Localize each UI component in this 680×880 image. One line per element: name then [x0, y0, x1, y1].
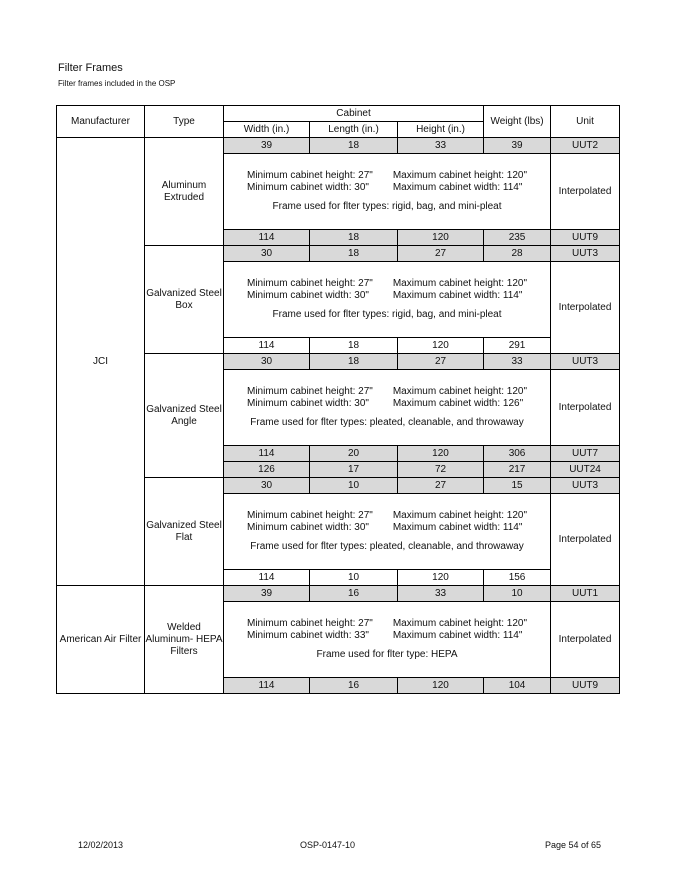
- width-cell: 39: [224, 586, 310, 602]
- min-height-note: Minimum cabinet height: 27": [247, 510, 373, 521]
- max-height-note: Maximum cabinet height: 120": [392, 618, 528, 629]
- weight-cell: 10: [484, 586, 551, 602]
- header-type: Type: [145, 106, 224, 138]
- height-cell: 72: [398, 462, 484, 478]
- min-height-note: Minimum cabinet height: 27": [247, 170, 373, 181]
- notes-cell: [224, 494, 551, 570]
- width-cell: 114: [224, 230, 310, 246]
- unit-cell: UUT3: [551, 354, 620, 370]
- length-cell: 10: [310, 478, 398, 494]
- width-cell: 114: [224, 570, 310, 586]
- max-height-note: Maximum cabinet height: 120": [392, 170, 528, 181]
- weight-cell: 217: [484, 462, 551, 478]
- max-width-note: Maximum cabinet width: 114": [392, 182, 523, 193]
- width-cell: 114: [224, 338, 310, 354]
- page-subtitle: Filter frames included in the OSP: [58, 79, 176, 88]
- weight-cell: 28: [484, 246, 551, 262]
- weight-cell: 306: [484, 446, 551, 462]
- min-width-note: Minimum cabinet width: 30": [247, 398, 369, 409]
- width-cell: 126: [224, 462, 310, 478]
- length-cell: 18: [310, 338, 398, 354]
- min-width-note: Minimum cabinet width: 30": [247, 290, 369, 301]
- height-cell: 120: [398, 678, 484, 694]
- type-cell: Galvanized Steel Angle: [145, 354, 224, 478]
- weight-cell: 33: [484, 354, 551, 370]
- height-cell: 120: [398, 446, 484, 462]
- weight-cell: 235: [484, 230, 551, 246]
- header-cabinet: Cabinet: [224, 106, 484, 122]
- footer-page-number: Page 54 of 65: [545, 840, 602, 850]
- length-cell: 10: [310, 570, 398, 586]
- notes-cell: [224, 370, 551, 446]
- length-cell: 17: [310, 462, 398, 478]
- height-cell: 27: [398, 354, 484, 370]
- unit-cell: UUT1: [551, 586, 620, 602]
- frame-used-note: Frame used for flter types: rigid, bag, and mini-pleat: [272, 201, 502, 212]
- height-cell: 27: [398, 478, 484, 494]
- length-cell: 18: [310, 246, 398, 262]
- unit-cell: UUT3: [551, 246, 620, 262]
- unit-cell: Interpolated: [551, 154, 620, 230]
- header-length: Length (in.): [310, 122, 398, 138]
- height-cell: 33: [398, 138, 484, 154]
- width-cell: 114: [224, 678, 310, 694]
- height-cell: 33: [398, 586, 484, 602]
- unit-cell: UUT2: [551, 138, 620, 154]
- height-cell: 120: [398, 230, 484, 246]
- max-width-note: Maximum cabinet width: 126": [392, 398, 524, 409]
- frame-used-note: Frame used for flter types: rigid, bag, and mini-pleat: [272, 309, 502, 320]
- table-row: [57, 586, 620, 602]
- unit-cell: Interpolated: [551, 602, 620, 678]
- max-height-note: Maximum cabinet height: 120": [392, 386, 528, 397]
- header-width: Width (in.): [224, 122, 310, 138]
- min-height-note: Minimum cabinet height: 27": [247, 618, 373, 629]
- manufacturer-cell: JCI: [57, 138, 145, 586]
- width-cell: 39: [224, 138, 310, 154]
- unit-cell: Interpolated: [551, 494, 620, 586]
- min-height-note: Minimum cabinet height: 27": [247, 278, 373, 289]
- page-title: Filter Frames: [58, 62, 123, 74]
- header-weight: Weight (lbs): [484, 106, 551, 138]
- type-cell: Aluminum Extruded: [145, 138, 224, 246]
- weight-cell: 104: [484, 678, 551, 694]
- weight-cell: 39: [484, 138, 551, 154]
- frame-used-note: Frame used for flter type: HEPA: [316, 649, 458, 660]
- header-manufacturer: Manufacturer: [57, 106, 145, 138]
- min-width-note: Minimum cabinet width: 30": [247, 522, 369, 533]
- max-width-note: Maximum cabinet width: 114": [392, 522, 523, 533]
- notes-cell: [224, 154, 551, 230]
- filter-frames-table: [56, 105, 620, 694]
- length-cell: 18: [310, 138, 398, 154]
- frame-used-note: Frame used for flter types: pleated, cleanable, and throwaway: [250, 541, 524, 552]
- unit-cell: Interpolated: [551, 370, 620, 446]
- header-unit: Unit: [551, 106, 620, 138]
- height-cell: 120: [398, 570, 484, 586]
- max-height-note: Maximum cabinet height: 120": [392, 278, 528, 289]
- header-row: [57, 106, 620, 122]
- type-cell: Galvanized Steel Box: [145, 246, 224, 354]
- notes-cell: [224, 262, 551, 338]
- unit-cell: UUT24: [551, 462, 620, 478]
- max-width-note: Maximum cabinet width: 114": [392, 290, 523, 301]
- height-cell: 27: [398, 246, 484, 262]
- min-width-note: Minimum cabinet width: 30": [247, 182, 369, 193]
- width-cell: 30: [224, 478, 310, 494]
- width-cell: 114: [224, 446, 310, 462]
- width-cell: 30: [224, 354, 310, 370]
- header-height: Height (in.): [398, 122, 484, 138]
- type-cell: Welded Aluminum- HEPA Filters: [145, 586, 224, 694]
- max-width-note: Maximum cabinet width: 114": [392, 630, 523, 641]
- min-height-note: Minimum cabinet height: 27": [247, 386, 373, 397]
- footer-date: 12/02/2013: [78, 840, 124, 850]
- notes-cell: [224, 602, 551, 678]
- table-row: [57, 138, 620, 154]
- unit-cell: UUT9: [551, 230, 620, 246]
- height-cell: 120: [398, 338, 484, 354]
- frame-used-note: Frame used for flter types: pleated, cleanable, and throwaway: [250, 417, 524, 428]
- length-cell: 16: [310, 678, 398, 694]
- min-width-note: Minimum cabinet width: 33": [247, 630, 369, 641]
- weight-cell: 156: [484, 570, 551, 586]
- unit-cell: Interpolated: [551, 262, 620, 354]
- width-cell: 30: [224, 246, 310, 262]
- length-cell: 20: [310, 446, 398, 462]
- length-cell: 18: [310, 230, 398, 246]
- length-cell: 16: [310, 586, 398, 602]
- weight-cell: 291: [484, 338, 551, 354]
- length-cell: 18: [310, 354, 398, 370]
- max-height-note: Maximum cabinet height: 120": [392, 510, 528, 521]
- manufacturer-cell: American Air Filter: [57, 586, 145, 694]
- unit-cell: UUT3: [551, 478, 620, 494]
- footer-doc-id: OSP-0147-10: [300, 840, 356, 850]
- weight-cell: 15: [484, 478, 551, 494]
- unit-cell: UUT9: [551, 678, 620, 694]
- unit-cell: UUT7: [551, 446, 620, 462]
- type-cell: Galvanized Steel Flat: [145, 478, 224, 586]
